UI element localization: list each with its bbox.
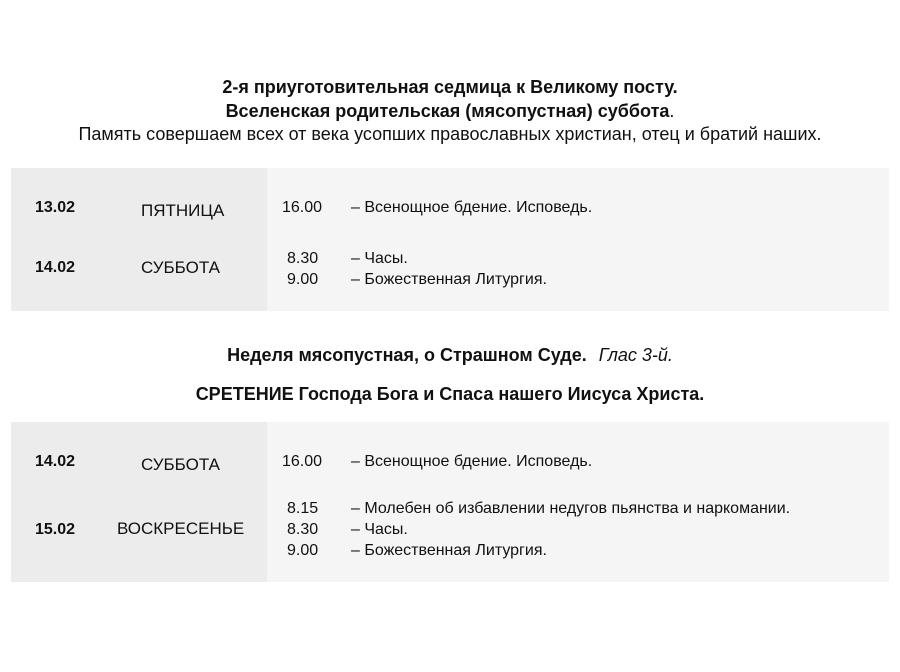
service-time: 9.00 xyxy=(287,542,319,559)
row-day: СУББОТА xyxy=(141,258,221,277)
saturday-title-bold: Вселенская родительская (мясопустная) суббота xyxy=(225,101,670,121)
service-time: 16.00 xyxy=(282,199,323,216)
service-time: 8.30 xyxy=(287,521,319,538)
sunday-title xyxy=(0,345,900,366)
row-date: 15.02 xyxy=(35,521,76,538)
schedule-table-2 xyxy=(11,422,889,582)
service-desc: – Божественная Литургия. xyxy=(351,542,547,559)
sunday-title-text: Неделя мясопустная, о Страшном Суде. xyxy=(227,345,587,365)
service-desc: – Часы. xyxy=(351,521,408,538)
row-date: 14.02 xyxy=(35,453,76,470)
row-date: 13.02 xyxy=(35,199,76,216)
feast-title: СРЕТЕНИЕ Господа Бога и Спаса нашего Иисуса Христа. xyxy=(195,384,705,404)
row-date: 14.02 xyxy=(35,259,76,276)
schedule-table-1 xyxy=(11,168,889,311)
saturday-title xyxy=(0,101,900,122)
row-day: ВОСКРЕСЕНЬЕ xyxy=(117,519,245,538)
service-desc: – Всенощное бдение. Исповедь. xyxy=(351,453,593,470)
row-day: СУББОТА xyxy=(141,455,221,474)
tone-label: Глас 3-й. xyxy=(598,345,673,365)
week-title: 2-я приуготовительная седмица к Великому посту. xyxy=(222,77,678,97)
service-time: 8.30 xyxy=(287,250,319,267)
service-desc: – Божественная Литургия. xyxy=(351,271,547,288)
row-day: ПЯТНИЦА xyxy=(141,201,225,220)
commemoration-line: Память совершаем всех от века усопших православных христиан, отец и братий наших. xyxy=(78,124,822,144)
service-time: 16.00 xyxy=(282,453,323,470)
service-desc: – Молебен об избавлении недугов пьянства и наркомании. xyxy=(351,500,791,517)
service-desc: – Всенощное бдение. Исповедь. xyxy=(351,199,593,216)
service-time: 8.15 xyxy=(287,500,319,517)
service-time: 9.00 xyxy=(287,271,319,288)
service-desc: – Часы. xyxy=(351,250,408,267)
services-column-bg xyxy=(267,168,889,311)
saturday-title-period: . xyxy=(669,101,675,121)
